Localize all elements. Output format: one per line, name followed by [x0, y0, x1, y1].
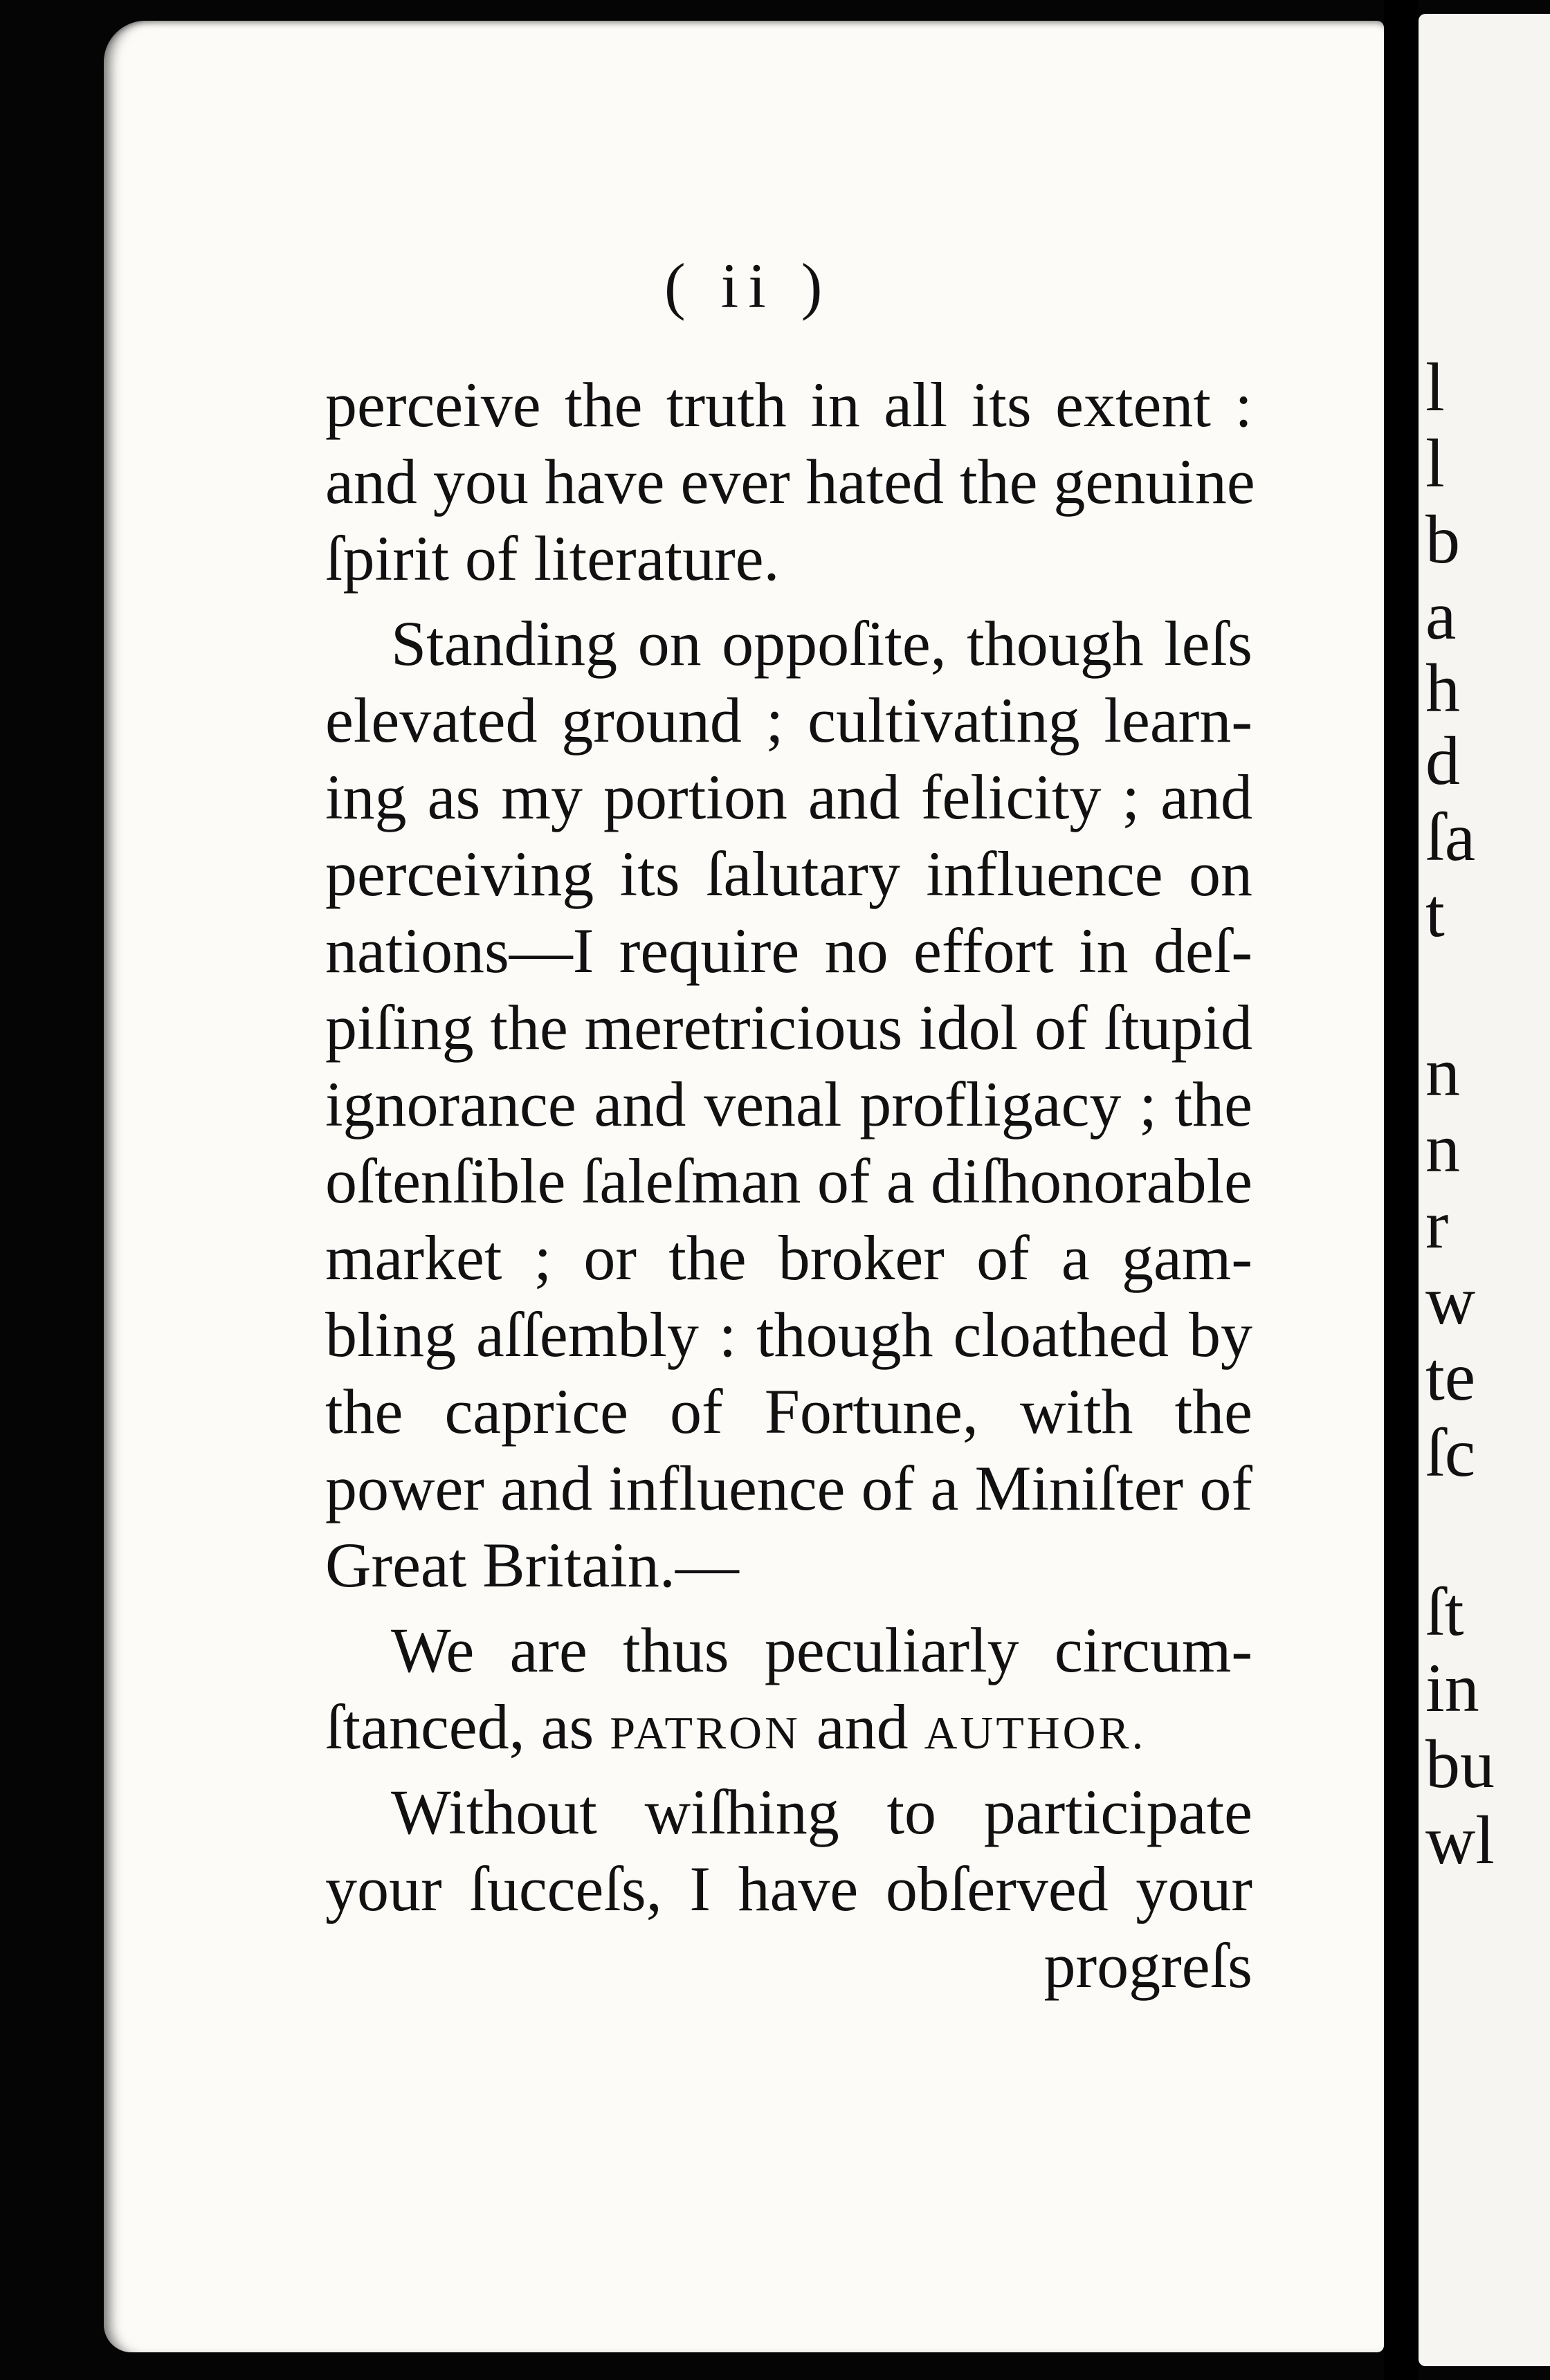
facing-text-fragment: in	[1425, 1649, 1479, 1726]
text-line: piſing the meretricious idol of ſtupid	[325, 992, 1252, 1063]
text-line: We are thus peculiarly circum-	[391, 1615, 1252, 1685]
text-line: power and influence of a Miniſter of	[325, 1453, 1252, 1523]
facing-text-fragment: r	[1425, 1186, 1449, 1263]
paragraph-gap	[325, 1766, 1252, 1774]
facing-text-fragment: n	[1425, 1034, 1460, 1110]
small-caps-word: AUTHOR.	[924, 1708, 1147, 1759]
text-line	[325, 1689, 1252, 1766]
facing-text-fragment: d	[1425, 722, 1460, 799]
text-line: the caprice of Fortune, with the	[325, 1376, 1252, 1447]
facing-text-fragment: t	[1425, 875, 1445, 951]
text-line: Standing on oppoſite, though leſs	[391, 608, 1252, 679]
catchword: progreſs	[1043, 1930, 1252, 2001]
text-line: Great Britain.—	[325, 1530, 739, 1600]
facing-text-fragment: te	[1425, 1338, 1476, 1415]
facing-text-fragment: a	[1425, 577, 1457, 654]
text-line: nations—I require no effort in deſ-	[325, 915, 1252, 986]
text-fragment: ſtanced, as	[325, 1692, 594, 1762]
text-line: ignorance and venal profligacy ; the	[325, 1069, 1252, 1139]
text-line: market ; or the broker of a gam-	[325, 1223, 1252, 1293]
text-line: perceive the truth in all its extent :	[325, 369, 1252, 440]
book-gutter	[1384, 0, 1419, 2380]
body-text	[325, 367, 1255, 2004]
facing-text-fragment: ſa	[1425, 798, 1476, 875]
text-line: oſtenſible ſaleſman of a diſhonorable	[325, 1146, 1252, 1216]
paragraph-gap	[325, 597, 1252, 605]
facing-text-fragment: n	[1425, 1110, 1460, 1187]
facing-text-fragment: bu	[1425, 1726, 1495, 1802]
text-line: ſpirit of literature.	[325, 523, 780, 594]
text-line: ing as my portion and felicity ; and	[325, 762, 1252, 832]
text-line: bling aſſembly : though cloathed by	[325, 1299, 1252, 1370]
paragraph-gap	[325, 1604, 1252, 1612]
facing-text-fragment: wl	[1425, 1802, 1495, 1878]
text-line: your ſucceſs, I have obſerved your	[325, 1853, 1252, 1924]
facing-text-fragment: h	[1425, 650, 1460, 726]
facing-page	[1419, 14, 1550, 2366]
facing-text-fragment: w	[1425, 1262, 1476, 1339]
text-line: perceiving its ſalutary influence on	[325, 839, 1252, 909]
facing-text-fragment: l	[1425, 425, 1445, 502]
facing-text-fragment: l	[1425, 349, 1445, 425]
text-line: Without wiſhing to participate	[391, 1777, 1252, 1847]
text-line: elevated ground ; cultivating learn-	[325, 685, 1252, 756]
text-line: and you have ever hated the genuine	[325, 446, 1255, 517]
facing-text-fragment: ſt	[1425, 1573, 1464, 1650]
facing-text-fragment: ſc	[1425, 1414, 1476, 1491]
small-caps-word: PATRON	[610, 1708, 801, 1759]
facing-text-fragment: b	[1425, 501, 1460, 578]
page-number: ( ii )	[664, 250, 832, 321]
text-fragment: and	[816, 1692, 909, 1762]
